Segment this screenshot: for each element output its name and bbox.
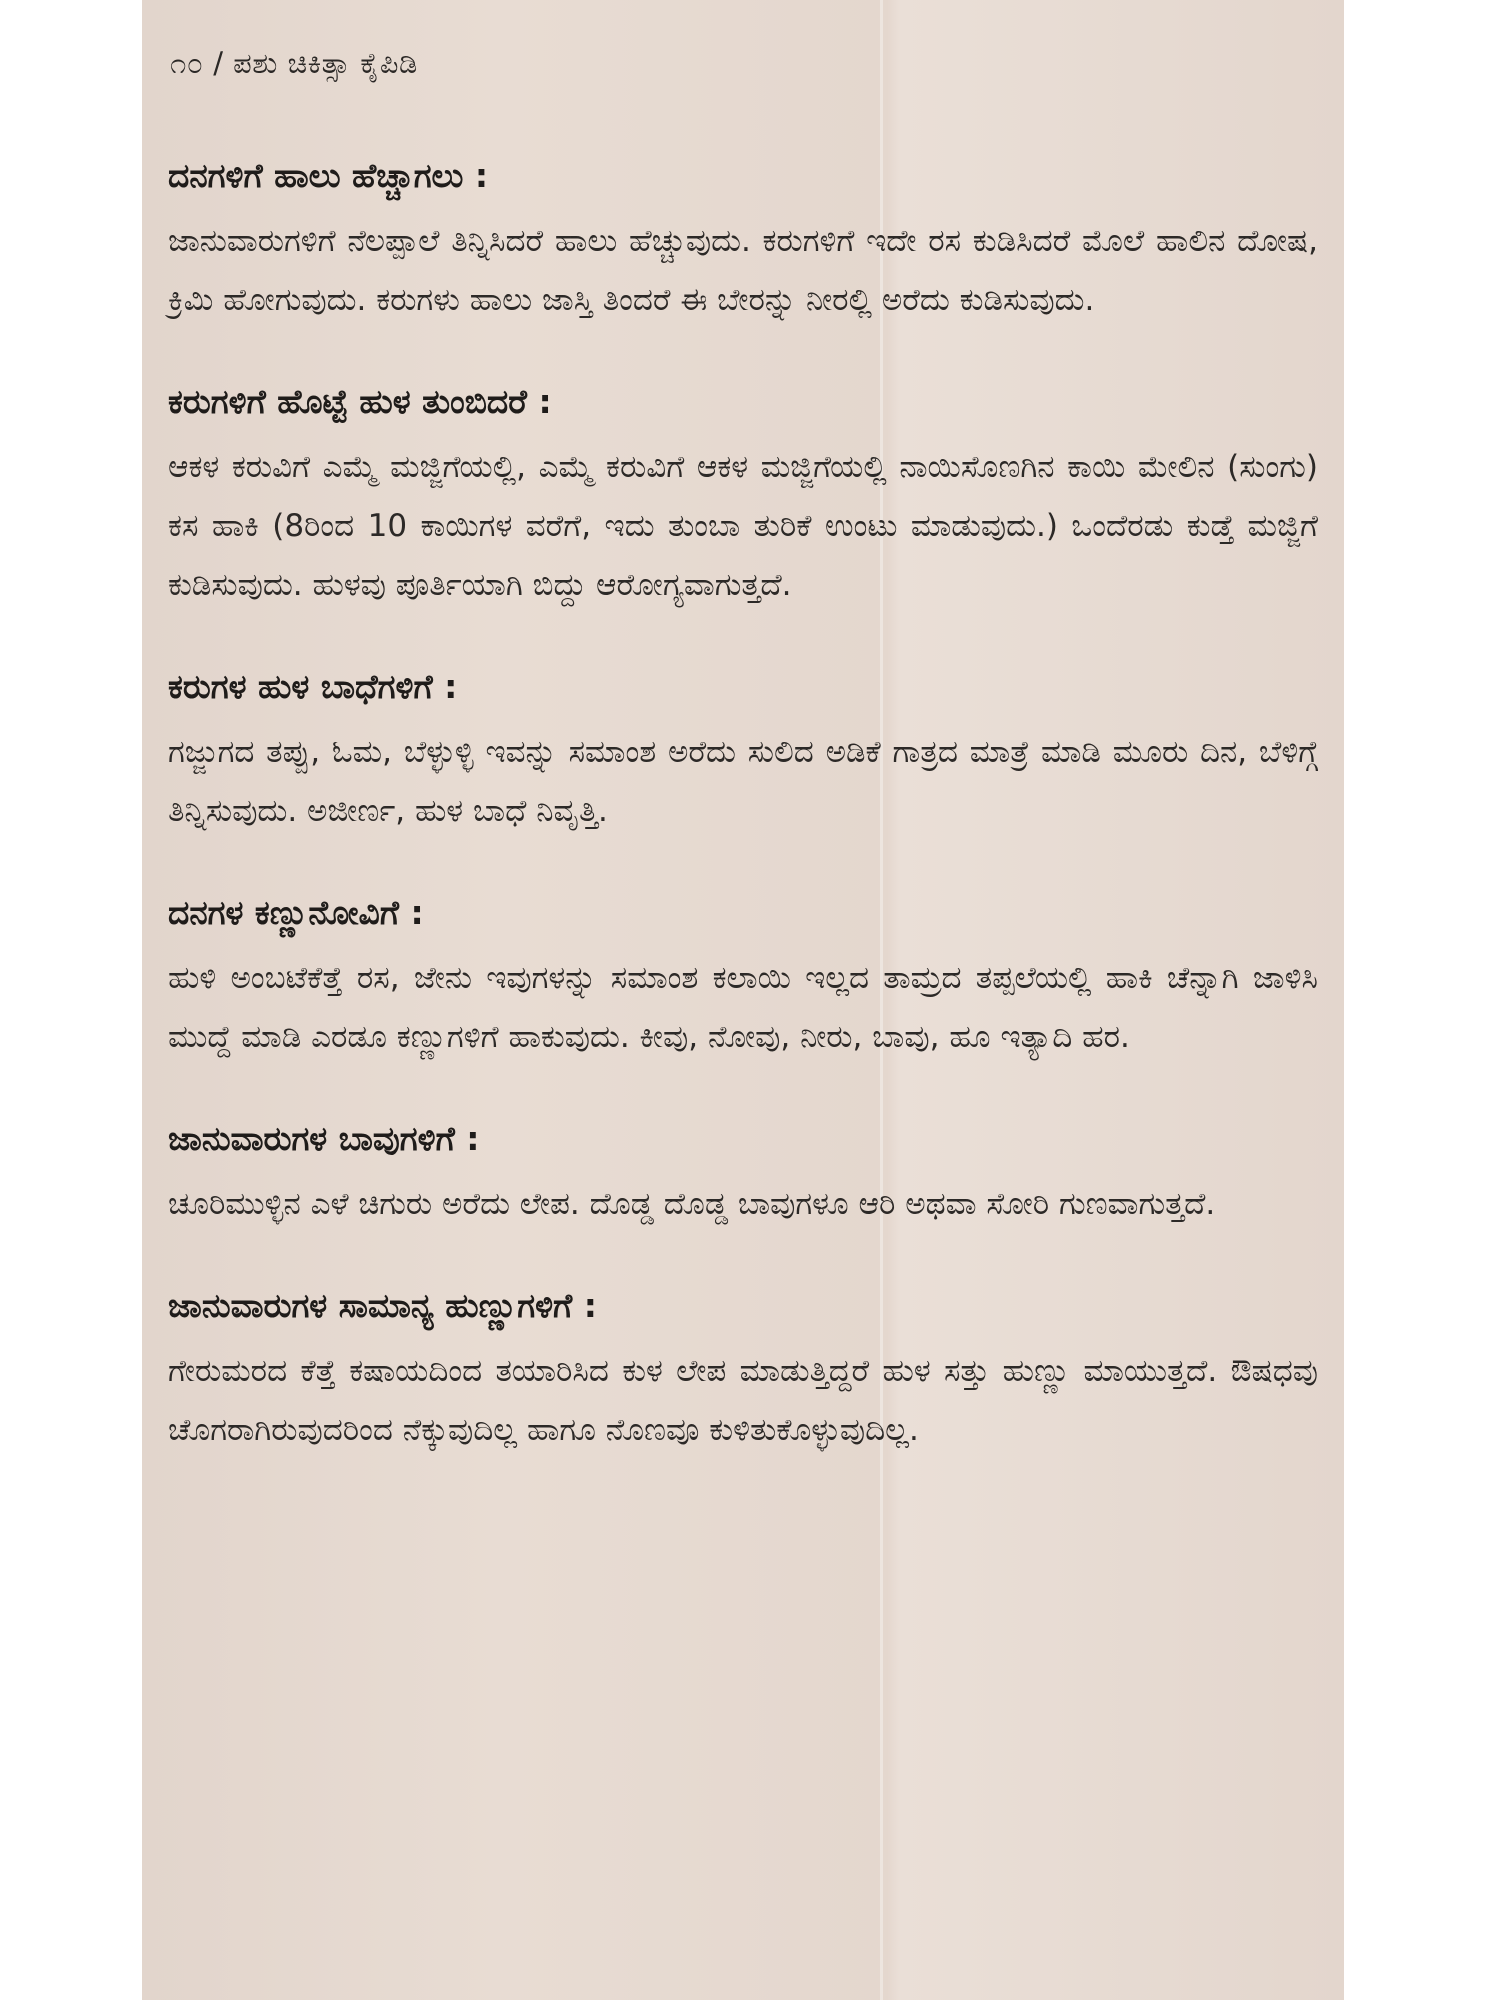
section-heading: ದನಗಳಿಗೆ ಹಾಲು ಹೆಚ್ಚಾಗಲು : <box>168 156 489 195</box>
section-swellings <box>168 1113 1318 1234</box>
section-calf-worm-trouble <box>168 661 1318 841</box>
section-body: ಹುಳಿ ಅಂಬಟೆಕೆತ್ತೆ ರಸ, ಜೇನು ಇವುಗಳನ್ನು ಸಮಾಂಶ ಕಲಾಯಿ ಇಲ್ಲದ ತಾಮ್ರದ ತಪ್ಪಲೆಯಲ್ಲಿ ಹಾಕಿ ಚೆನ್ನಾಗಿ ಜಾಳಿಸಿ ಮುದ್ದೆ ಮಾಡಿ ಎರಡೂ ಕಣ್ಣುಗಳಿಗೆ ಹಾಕುವುದು. ಕೀವು, ನೋವು, ನೀರು, ಬಾವು, ಹೂ ಇತ್ಯಾದಿ ಹರ. <box>168 960 1318 1055</box>
section-heading: ಜಾನುವಾರುಗಳ ಸಾಮಾನ್ಯ ಹುಣ್ಣುಗಳಿಗೆ : <box>168 1286 597 1325</box>
section-body: ಆಕಳ ಕರುವಿಗೆ ಎಮ್ಮೆ ಮಜ್ಜಿಗೆಯಲ್ಲಿ, ಎಮ್ಮೆ ಕರುವಿಗೆ ಆಕಳ ಮಜ್ಜಿಗೆಯಲ್ಲಿ ನಾಯಿಸೊಣಗಿನ ಕಾಯಿ ಮೇಲಿನ (ಸುಂಗು) ಕಸ ಹಾಕಿ (8ರಿಂದ 10 ಕಾಯಿಗಳ ವರೆಗೆ, ಇದು ತುಂಬಾ ತುರಿಕೆ ಉಂಟು ಮಾಡುವುದು.) ಒಂದೆರಡು ಕುಡ್ತೆ ಮಜ್ಜಿಗೆ ಕುಡಿಸುವುದು. ಹುಳವು ಪೂರ್ತಿಯಾಗಿ ಬಿದ್ದು ಆರೋಗ್ಯವಾಗುತ್ತದೆ. <box>168 449 1318 603</box>
section-body: ಗೇರುಮರದ ಕೆತ್ತೆ ಕಷಾಯದಿಂದ ತಯಾರಿಸಿದ ಕುಳ ಲೇಪ ಮಾಡುತ್ತಿದ್ದರೆ ಹುಳ ಸತ್ತು ಹುಣ್ಣು ಮಾಯುತ್ತದೆ. ಔಷಧವು ಚೊಗರಾಗಿರುವುದರಿಂದ ನೆಕ್ಕುವುದಿಲ್ಲ ಹಾಗೂ ನೊಣವೂ ಕುಳಿತುಕೊಳ್ಳುವುದಿಲ್ಲ. <box>168 1353 1318 1448</box>
book-page <box>142 0 1344 2000</box>
section-body: ಚೂರಿಮುಳ್ಳಿನ ಎಳೆ ಚಿಗುರು ಅರೆದು ಲೇಪ. ದೊಡ್ಡ ದೊಡ್ಡ ಬಾವುಗಳೂ ಆರಿ ಅಥವಾ ಸೋರಿ ಗುಣವಾಗುತ್ತದೆ. <box>168 1186 1216 1222</box>
section-body: ಗಜ್ಜುಗದ ತಪ್ಪು, ಓಮ, ಬೆಳ್ಳುಳ್ಳಿ ಇವನ್ನು ಸಮಾಂಶ ಅರೆದು ಸುಲಿದ ಅಡಿಕೆ ಗಾತ್ರದ ಮಾತ್ರೆ ಮಾಡಿ ಮೂರು ದಿನ, ಬೆಳಿಗ್ಗೆ ತಿನ್ನಿಸುವುದು. ಅಜೀರ್ಣ, ಹುಳ ಬಾಧೆ ನಿವೃತ್ತಿ. <box>168 734 1318 829</box>
section-heading: ಕರುಗಳ ಹುಳ ಬಾಧೆಗಳಿಗೆ : <box>168 667 458 706</box>
page-content <box>168 150 1318 1506</box>
section-heading: ದನಗಳ ಕಣ್ಣುನೋವಿಗೆ : <box>168 893 424 932</box>
section-milk-increase <box>168 150 1318 330</box>
section-common-wounds <box>168 1280 1318 1460</box>
section-eye-pain <box>168 887 1318 1067</box>
section-calf-worms <box>168 376 1318 615</box>
running-header: ೧೦ / ಪಶು ಚಿಕಿತ್ಸಾ ಕೈಪಿಡಿ <box>170 46 418 80</box>
section-heading: ಕರುಗಳಿಗೆ ಹೊಟ್ಟೆ ಹುಳ ತುಂಬಿದರೆ : <box>168 382 552 421</box>
section-body: ಜಾನುವಾರುಗಳಿಗೆ ನೆಲಪ್ಪಾಲೆ ತಿನ್ನಿಸಿದರೆ ಹಾಲು ಹೆಚ್ಚುವುದು. ಕರುಗಳಿಗೆ ಇದೇ ರಸ ಕುಡಿಸಿದರೆ ಮೊಲೆ ಹಾಲಿನ ದೋಷ, ಕ್ರಿಮಿ ಹೋಗುವುದು. ಕರುಗಳು ಹಾಲು ಜಾಸ್ತಿ ತಿಂದರೆ ಈ ಬೇರನ್ನು ನೀರಲ್ಲಿ ಅರೆದು ಕುಡಿಸುವುದು. <box>168 223 1318 318</box>
section-heading: ಜಾನುವಾರುಗಳ ಬಾವುಗಳಿಗೆ : <box>168 1119 480 1158</box>
